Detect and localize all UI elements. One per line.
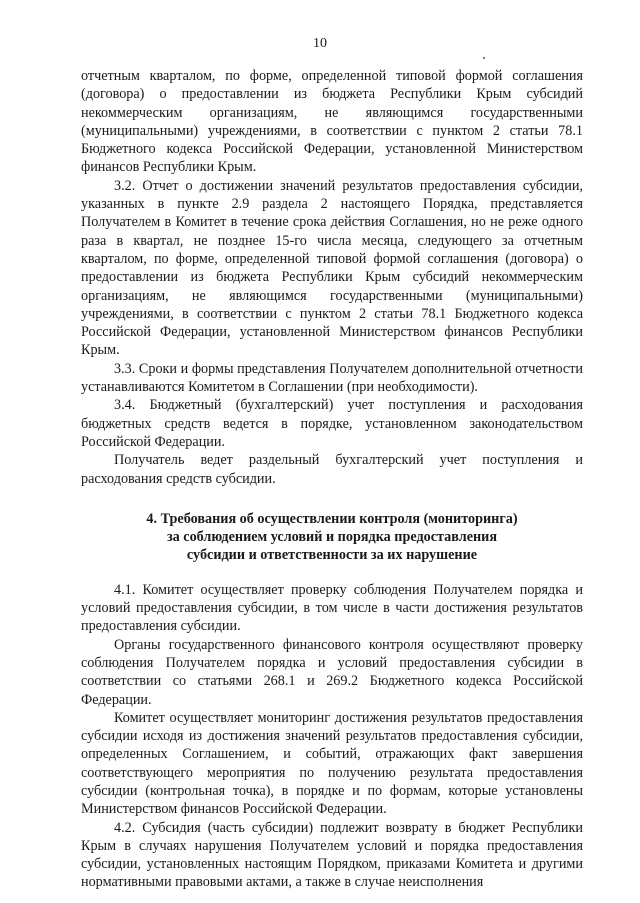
section-heading-line-3: субсидии и ответственности за их нарушение (186, 547, 478, 564)
paragraph-3-2: 3.2. Отчет о достижении значений результатов предоставления субсидии, указанных в пункте 2.9 раздела 2 настоящего Порядка, представляется Получателем в Комитет в течение срока действия Соглашения, но не реже одного раза в квартал, не позднее 15-го числа месяца, следующего за отчетным кварталом, по форме, определенной типовой формой соглашения (договора) о предоставлении из бюджета Республики Крым субсидий некоммерческим организациям, не являющимся государственными (муниципальными) учреждениями, в соответствии с пунктом 2 статьи 78.1 Бюджетного кодекса Российской Федерации, установленной Министерством финансов Республики Крым. (81, 177, 583, 359)
paragraph-monitoring: Комитет осуществляет мониторинг достижения результатов предоставления субсидии исходя из достижения значений результатов предоставления субсидии, определенных Соглашением, и событий, отражающих факт завершения соответствующего мероприятия по получению результата предоставления субсидии (контрольная точка), в порядке и по формам, которые установлены Министерством финансов Российской Федерации. (81, 709, 583, 818)
section-heading-4 (81, 510, 583, 565)
paragraph-4-2: 4.2. Субсидия (часть субсидии) подлежит возврату в бюджет Республики Крым в случаях нарушения Получателем условий и порядка предоставления субсидии, установленных настоящим Порядком, приказами Комитета и другими нормативными правовыми актами, а также в случае неисполнения (81, 819, 583, 891)
section-heading-line-1: 4. Требования об осуществлении контроля (мониторинга) (146, 510, 518, 527)
paragraph-financial-control: Органы государственного финансового контроля осуществляют проверку соблюдения Получателем порядка и условий предоставления субсидии в соответствии со статьями 268.1 и 269.2 Бюджетного кодекса Российской Федерации. (81, 636, 583, 708)
paragraph-4-1: 4.1. Комитет осуществляет проверку соблюдения Получателем порядка и условий предоставления субсидии, в том числе в части достижения результатов предоставления субсидии. (81, 581, 583, 635)
page-number: 10 (313, 36, 327, 51)
scan-speck (483, 57, 485, 59)
document-body (81, 67, 583, 892)
paragraph-accounting: Получатель ведет раздельный бухгалтерский учет поступления и расходования средств субсидии. (81, 452, 583, 487)
paragraph-3-4: 3.4. Бюджетный (бухгалтерский) учет поступления и расходования бюджетных средств ведется в порядке, установленном законодательством Российской Федерации. (81, 397, 583, 450)
section-heading-line-2: за соблюдением условий и порядка предоставления (166, 529, 498, 546)
paragraph-3-3: 3.3. Сроки и формы представления Получателем дополнительной отчетности устанавливаются Комитетом в Соглашении (при необходимости). (81, 360, 583, 396)
paragraph-3-1-continuation: отчетным кварталом, по форме, определенной типовой формой соглашения (договора) о предоставлении из бюджета Республики Крым субсидий некоммерческим организациям, не являющимся государственными (муниципальными) учреждениями, в соответствии с пунктом 2 статьи 78.1 Бюджетного кодекса Российской Федерации, установленной Министерством финансов Республики Крым. (81, 68, 583, 176)
